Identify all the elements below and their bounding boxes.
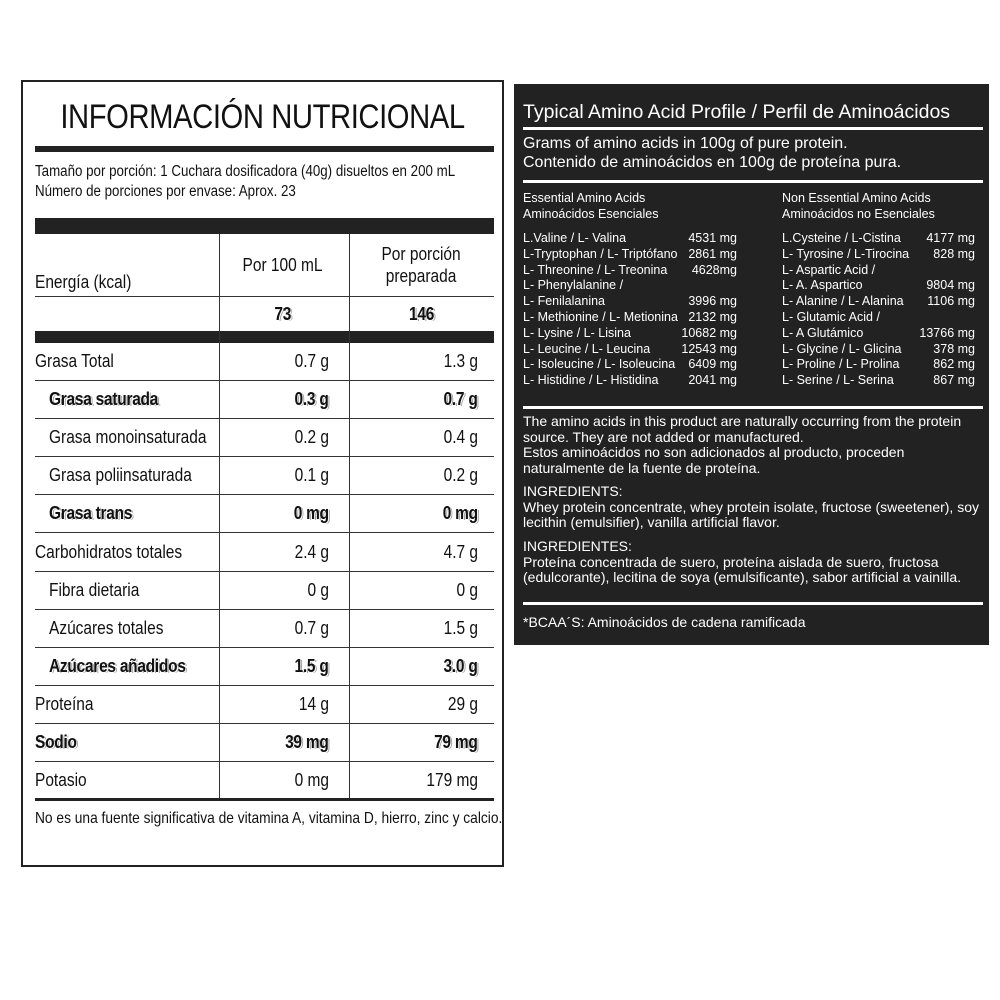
column-divider-2	[349, 234, 350, 800]
amino-value: 867 mg	[933, 373, 975, 388]
amino-value: 9804 mg	[926, 278, 975, 293]
nonessential-amino-item	[782, 294, 975, 310]
nonessential-amino-item	[782, 342, 975, 358]
nutrient-label: Grasa saturada	[49, 389, 159, 410]
nonessential-heading	[782, 190, 935, 222]
nutrient-per100: 0.1 g	[294, 465, 329, 486]
nutrient-per100: 0.3 g	[295, 389, 329, 410]
amino-origin-note	[523, 414, 983, 476]
nonessential-amino-item	[782, 231, 975, 247]
header-bar	[35, 218, 494, 234]
ingredients-heading: INGREDIENTS:	[523, 483, 623, 499]
nutrient-label: Proteína	[35, 693, 94, 714]
essential-amino-item	[523, 263, 737, 279]
column-divider-1	[219, 234, 220, 800]
nutrient-portion: 0.4 g	[443, 427, 478, 448]
nutrient-portion: 0 g	[456, 579, 478, 600]
nutrient-per100: 0 mg	[293, 503, 329, 524]
bcaa-note: *BCAA´S: Aminoácidos de cadena ramificada	[523, 614, 806, 630]
ingredients-text: Whey protein concentrate, whey protein isolate, fructose (sweetener), soy lecithin (emulsifier), vanilla artificial flavor.	[523, 498, 979, 530]
bcaa-divider	[523, 602, 983, 605]
nutrient-label: Azúcares añadidos	[49, 655, 186, 676]
nutrition-facts-panel	[21, 80, 504, 867]
amino-value: 2861 mg	[688, 246, 737, 261]
nutrient-per100: 0.7 g	[294, 617, 329, 638]
nutrient-row	[35, 381, 494, 419]
nutrient-per100: 0 g	[307, 579, 329, 600]
origin-es: Estos aminoácidos no son adicionados al producto, proceden naturalmente de la fuente de proteína.	[523, 444, 905, 476]
ingredients-en	[523, 484, 983, 531]
nutrient-row	[35, 686, 494, 724]
nonessential-amino-item	[782, 278, 975, 294]
essential-heading	[523, 190, 659, 222]
essential-amino-item	[523, 357, 737, 373]
amino-title-divider	[523, 127, 983, 130]
nutrient-row	[35, 648, 494, 686]
nutrient-portion: 0 mg	[442, 503, 478, 524]
col-header-per100: Por 100 mL	[242, 254, 324, 275]
nutrient-per100: 1.5 g	[295, 655, 329, 676]
nutrient-per100: 0.7 g	[294, 351, 329, 372]
amino-name: L- A Glutámico	[782, 325, 864, 340]
nutrient-row	[35, 762, 494, 800]
amino-name: L.Valine / L- Valina	[523, 231, 627, 245]
amino-value: 12543 mg	[681, 341, 737, 356]
nutrient-per100: 0 mg	[294, 770, 329, 791]
nutrient-portion: 29 g	[447, 693, 478, 714]
nonessential-amino-item	[782, 373, 975, 389]
nutrition-title: INFORMACIÓN NUTRICIONAL	[60, 98, 465, 136]
nutrient-row	[35, 457, 494, 495]
amino-name: L- Proline / L- Prolina	[782, 357, 900, 372]
essential-amino-item	[523, 231, 737, 247]
nutrient-label: Azúcares totales	[49, 617, 164, 638]
amino-name: L-Tryptophan / L- Triptófano	[523, 246, 678, 261]
nutrition-table	[35, 234, 494, 800]
amino-name: L- Isoleucine / L- Isoleucina	[523, 357, 676, 372]
amino-name: L- Methionine / L- Metionina	[523, 309, 678, 324]
energy-portion: 146	[408, 303, 435, 324]
col-header-portion: Por porción preparada	[381, 244, 462, 286]
nutrient-portion: 4.7 g	[443, 541, 478, 562]
column-header-row	[35, 234, 494, 297]
amino-subtitle-divider	[523, 180, 983, 183]
nonessential-amino-item	[782, 357, 975, 373]
amino-name: L- Lysine / L- Lisina	[523, 325, 631, 340]
nonessential-amino-item	[782, 247, 975, 263]
nutrient-portion: 3.0 g	[444, 655, 478, 676]
amino-value: 2132 mg	[688, 309, 737, 324]
nutrient-portion: 0.7 g	[444, 389, 478, 410]
nonessential-amino-item	[782, 263, 975, 279]
ingredientes-text: Proteína concentrada de suero, proteína aislada de suero, fructosa (edulcorante), lecitina de soya (emulsificante), sabor artificial a vainilla.	[523, 553, 962, 585]
amino-value: 2041 mg	[688, 373, 737, 388]
amino-name: L- Fenilalanina	[523, 294, 605, 309]
essential-amino-item	[523, 247, 737, 263]
nutrient-portion: 1.5 g	[443, 617, 478, 638]
nutrient-per100: 14 g	[298, 693, 329, 714]
nutrient-label: Fibra dietaria	[49, 579, 140, 600]
nutrient-label: Grasa Total	[35, 351, 114, 372]
amino-name: L- Alanine / L- Alanina	[782, 294, 904, 309]
amino-value: 828 mg	[933, 246, 975, 261]
amino-subtitle-en: Grams of amino acids in 100g of pure protein.	[523, 135, 848, 152]
nutrient-row	[35, 419, 494, 457]
essential-list	[523, 231, 737, 389]
amino-subtitle	[523, 134, 901, 172]
nutrition-footnote: No es una fuente significativa de vitamina A, vitamina D, hierro, zinc y calcio.	[35, 810, 503, 827]
nutrient-label: Carbohidratos totales	[35, 541, 183, 562]
amino-subtitle-es: Contenido de aminoácidos en 100g de proteína pura.	[523, 154, 902, 171]
amino-name: L- Glutamic Acid /	[782, 309, 880, 324]
ingredients-es	[523, 539, 983, 586]
amino-title: Typical Amino Acid Profile / Perfil de Aminoácidos	[523, 101, 951, 123]
serving-size: Tamaño por porción: 1 Cuchara dosificadora (40g) disueltos en 200 mL	[35, 163, 456, 180]
amino-value: 1106 mg	[927, 294, 975, 309]
essential-amino-item	[523, 326, 737, 342]
amino-name: L- Tyrosine / L-Tirocina	[782, 246, 910, 261]
amino-name: L- Phenylalanine /	[523, 278, 624, 293]
amino-name: L- Glycine / L- Glicina	[782, 341, 902, 356]
nutrient-portion: 0.2 g	[443, 465, 478, 486]
nonessential-amino-item	[782, 326, 975, 342]
nutrient-label: Grasa trans	[49, 503, 133, 524]
nutrient-label: Grasa poliinsaturada	[49, 465, 192, 486]
nutrient-row	[35, 343, 494, 381]
amino-name: L- A. Aspartico	[782, 278, 863, 293]
nutrient-row	[35, 724, 494, 762]
essential-heading-es: Aminoácidos Esenciales	[523, 207, 659, 221]
nutrient-row	[35, 610, 494, 648]
nutrient-label: Grasa monoinsaturada	[49, 427, 207, 448]
amino-value: 4628mg	[691, 262, 737, 277]
ingredientes-heading: INGREDIENTES:	[523, 538, 632, 554]
nutrient-per100: 39 mg	[285, 732, 329, 753]
essential-amino-item	[523, 310, 737, 326]
nutrient-per100: 2.4 g	[294, 541, 329, 562]
essential-amino-item	[523, 278, 737, 294]
servings-per-container: Número de porciones por envase: Aprox. 23	[35, 183, 296, 200]
nutrient-portion: 179 mg	[426, 770, 478, 791]
amino-name: L- Histidine / L- Histidina	[523, 373, 659, 388]
nutrient-label: Sodio	[35, 732, 77, 753]
origin-en: The amino acids in this product are naturally occurring from the protein source. They are not added or manufactured.	[523, 413, 962, 445]
amino-value: 6409 mg	[688, 357, 737, 372]
nutrient-portion: 79 mg	[434, 732, 478, 753]
amino-value: 3996 mg	[688, 294, 737, 309]
amino-value: 10682 mg	[681, 325, 737, 340]
energy-label: Energía (kcal)	[35, 272, 132, 292]
nutrient-row	[35, 534, 494, 572]
nonessential-amino-item	[782, 310, 975, 326]
essential-amino-item	[523, 294, 737, 310]
nutrient-row	[35, 572, 494, 610]
amino-value: 4177 mg	[926, 231, 975, 245]
amino-acid-panel	[514, 84, 989, 645]
essential-amino-item	[523, 342, 737, 358]
nutrient-portion: 1.3 g	[443, 351, 478, 372]
amino-name: L- Threonine / L- Treonina	[523, 262, 668, 277]
nonessential-heading-es: Aminoácidos no Esenciales	[782, 207, 935, 221]
footer-divider	[35, 798, 494, 801]
nonessential-heading-en: Non Essential Amino Acids	[782, 191, 931, 205]
nonessential-list	[782, 231, 975, 389]
energy-divider-bar	[35, 331, 494, 343]
nutrient-per100: 0.2 g	[294, 427, 329, 448]
nutrient-row	[35, 495, 494, 533]
amino-value: 4531 mg	[688, 231, 737, 245]
title-divider	[35, 146, 494, 152]
list-divider	[523, 406, 983, 409]
amino-value: 13766 mg	[919, 325, 975, 340]
amino-name: L- Leucine / L- Leucina	[523, 341, 651, 356]
energy-per100: 73	[274, 303, 292, 324]
amino-name: L.Cysteine / L-Cistina	[782, 231, 901, 245]
amino-name: L- Aspartic Acid /	[782, 262, 876, 277]
nutrient-label: Potasio	[35, 770, 87, 791]
energy-row	[35, 297, 494, 331]
amino-value: 378 mg	[933, 341, 975, 356]
amino-value: 862 mg	[933, 357, 975, 372]
amino-name: L- Serine / L- Serina	[782, 373, 894, 388]
essential-heading-en: Essential Amino Acids	[523, 191, 646, 205]
essential-amino-item	[523, 373, 737, 389]
